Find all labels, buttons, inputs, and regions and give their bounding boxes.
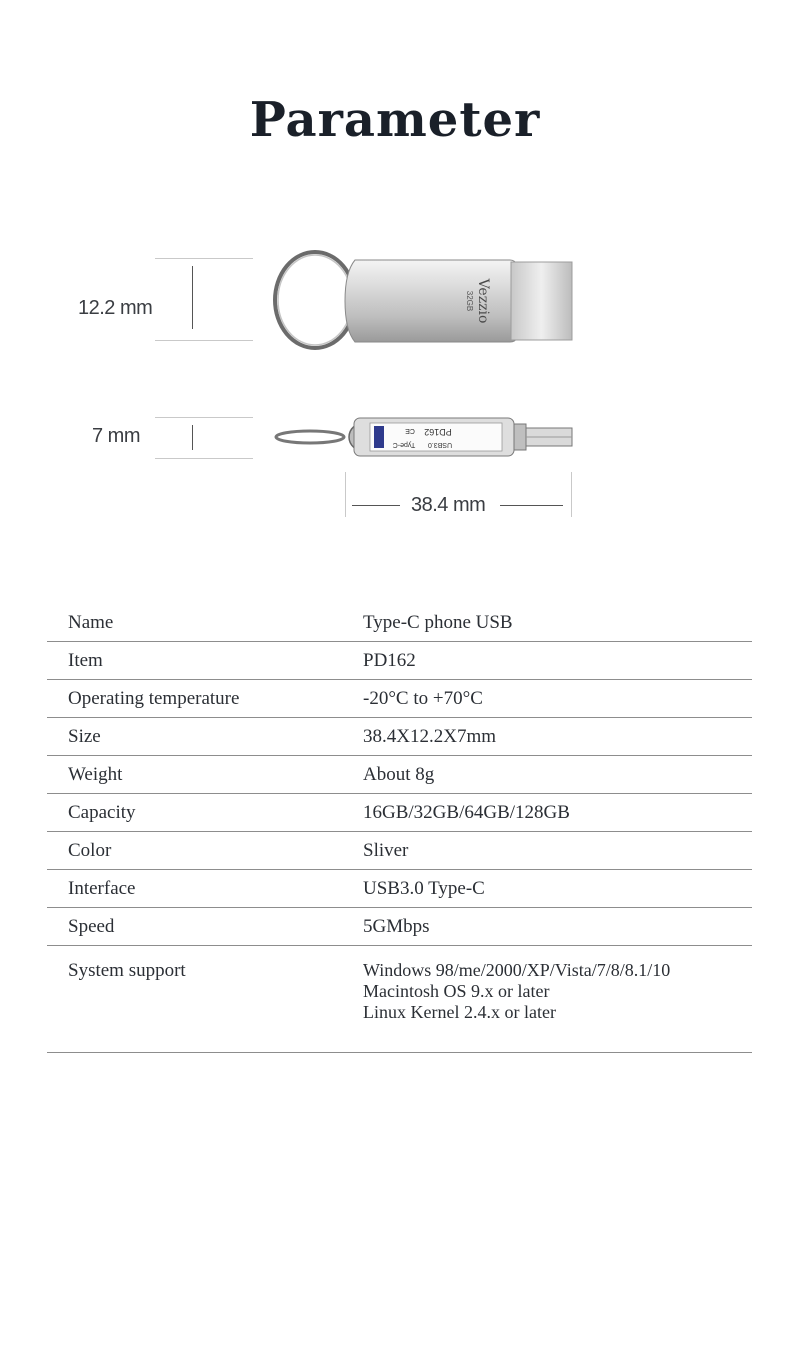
dim-guide-left-3 <box>345 472 346 517</box>
spec-key: Interface <box>47 870 342 908</box>
spec-key: Operating temperature <box>47 680 342 718</box>
spec-key: Weight <box>47 756 342 794</box>
spec-key: Speed <box>47 908 342 946</box>
spec-value: -20°C to +70°C <box>342 680 752 718</box>
spec-value: About 8g <box>342 756 752 794</box>
spec-value: Sliver <box>342 832 752 870</box>
spec-table <box>47 604 752 1053</box>
model-mark: PD162 <box>424 427 452 437</box>
table-row <box>47 756 752 794</box>
spec-key: Name <box>47 604 342 642</box>
spec-key: Item <box>47 642 342 680</box>
spec-key: Capacity <box>47 794 342 832</box>
brand-mark: Vezzio <box>475 278 491 324</box>
dim-marker-height <box>192 266 193 329</box>
dim-guide-right-3 <box>571 472 572 517</box>
spec-value: 5GMbps <box>342 908 752 946</box>
dim-guide-bottom <box>155 340 253 341</box>
dim-thickness-label: 7 mm <box>92 425 140 447</box>
table-row <box>47 870 752 908</box>
table-row <box>47 794 752 832</box>
system-line: Linux Kernel 2.4.x or later <box>363 1002 556 1022</box>
table-row <box>47 642 752 680</box>
dim-marker-length-left <box>352 505 400 506</box>
page-title: Parameter <box>249 92 541 148</box>
spec-value: PD162 <box>342 642 752 680</box>
spec-key: Color <box>47 832 342 870</box>
spec-key: Size <box>47 718 342 756</box>
table-row <box>47 718 752 756</box>
spec-value: USB3.0 Type-C <box>342 870 752 908</box>
dim-height-label: 12.2 mm <box>78 297 153 319</box>
dim-marker-thickness <box>192 425 193 450</box>
port-mark: Type-C <box>392 441 416 448</box>
system-line: Macintosh OS 9.x or later <box>363 981 550 1001</box>
spec-key: System support <box>47 946 342 1053</box>
dim-guide-bottom-2 <box>155 458 253 459</box>
dim-length-label: 38.4 mm <box>411 494 486 516</box>
table-row <box>47 946 752 1053</box>
capacity-mark: 32GB <box>465 290 474 312</box>
table-row <box>47 604 752 642</box>
table-row <box>47 832 752 870</box>
product-side-image <box>270 410 580 474</box>
product-front-image <box>265 240 585 364</box>
dim-guide-top-2 <box>155 417 253 418</box>
system-line: Windows 98/me/2000/XP/Vista/7/8/8.1/10 <box>363 960 671 980</box>
spec-value <box>342 946 752 1053</box>
cert-mark: CE <box>405 427 415 434</box>
table-row <box>47 908 752 946</box>
table-row <box>47 680 752 718</box>
spec-value: 16GB/32GB/64GB/128GB <box>342 794 752 832</box>
dim-marker-length-right <box>500 505 563 506</box>
spec-value: Type-C phone USB <box>342 604 752 642</box>
interface-mark: USB3.0 <box>427 441 453 448</box>
dim-guide-top <box>155 258 253 259</box>
spec-value: 38.4X12.2X7mm <box>342 718 752 756</box>
